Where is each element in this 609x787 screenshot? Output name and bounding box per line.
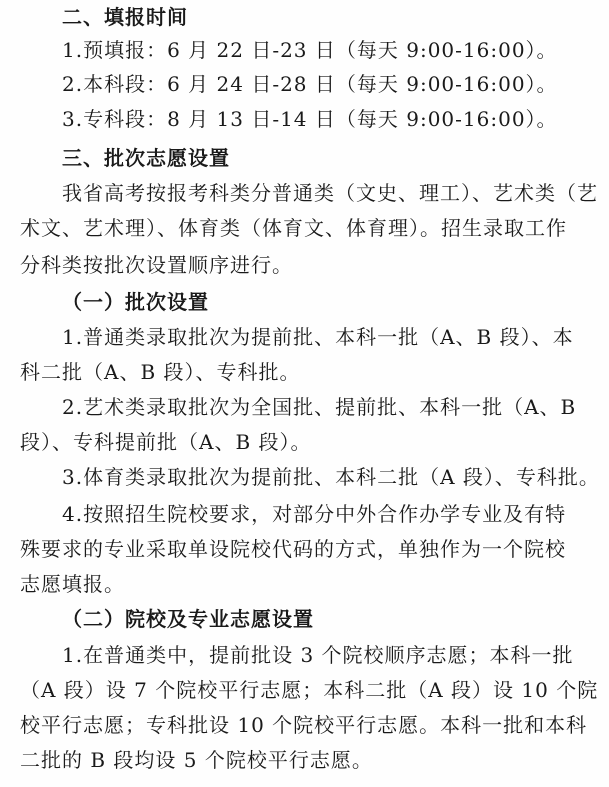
section3-intro-line: 术文、艺术理）、体育类（体育文、体育理）。招生录取工作 (20, 216, 567, 240)
batch-art-line: 段）、专科提前批（A、B 段）。 (20, 430, 312, 454)
batch-special-line: 4.按照招生院校要求，对部分中外合作办学专业及有特 (62, 502, 567, 526)
choice-general-line: 1.在普通类中，提前批设 3 个院校顺序志愿；本科一批 (62, 643, 574, 667)
subsection-choice-heading: （二）院校及专业志愿设置 (62, 607, 314, 631)
batch-general-line: 科二批（A、B 段）、专科批。 (20, 360, 301, 384)
choice-general-line: （A 段）设 7 个院校平行志愿；本科二批（A 段）设 10 个院 (20, 678, 599, 702)
batch-general-line: 1.普通类录取批次为提前批、本科一批（A、B 段）、本 (62, 325, 574, 349)
schedule-item-vocational: 3.专科段：8 月 13 日-14 日（每天 9:00-16:00）。 (62, 107, 558, 131)
batch-sports-line: 3.体育类录取批次为提前批、本科二批（A 段）、专科批。 (62, 465, 600, 489)
schedule-item-prefill: 1.预填报：6 月 22 日-23 日（每天 9:00-16:00）。 (62, 38, 558, 62)
schedule-item-undergraduate: 2.本科段：6 月 24 日-28 日（每天 9:00-16:00）。 (62, 72, 558, 96)
choice-general-line: 校平行志愿；专科批设 10 个院校平行志愿。本科一批和本科 (20, 713, 588, 737)
batch-special-line: 殊要求的专业采取单设院校代码的方式，单独作为一个院校 (20, 537, 566, 561)
section2-heading: 二、填报时间 (62, 5, 188, 29)
batch-art-line: 2.艺术类录取批次为全国批、提前批、本科一批（A、B (62, 395, 577, 419)
section3-intro-line: 分科类按批次设置顺序进行。 (20, 253, 293, 277)
batch-special-line: 志愿填报。 (20, 572, 125, 596)
subsection-batch-heading: （一）批次设置 (62, 290, 209, 314)
choice-general-line: 二批的 B 段均设 5 个院校平行志愿。 (20, 748, 373, 772)
section3-heading: 三、批次志愿设置 (62, 146, 230, 170)
section3-intro-line: 我省高考按报考科类分普通类（文史、理工）、艺术类（艺 (62, 181, 598, 205)
